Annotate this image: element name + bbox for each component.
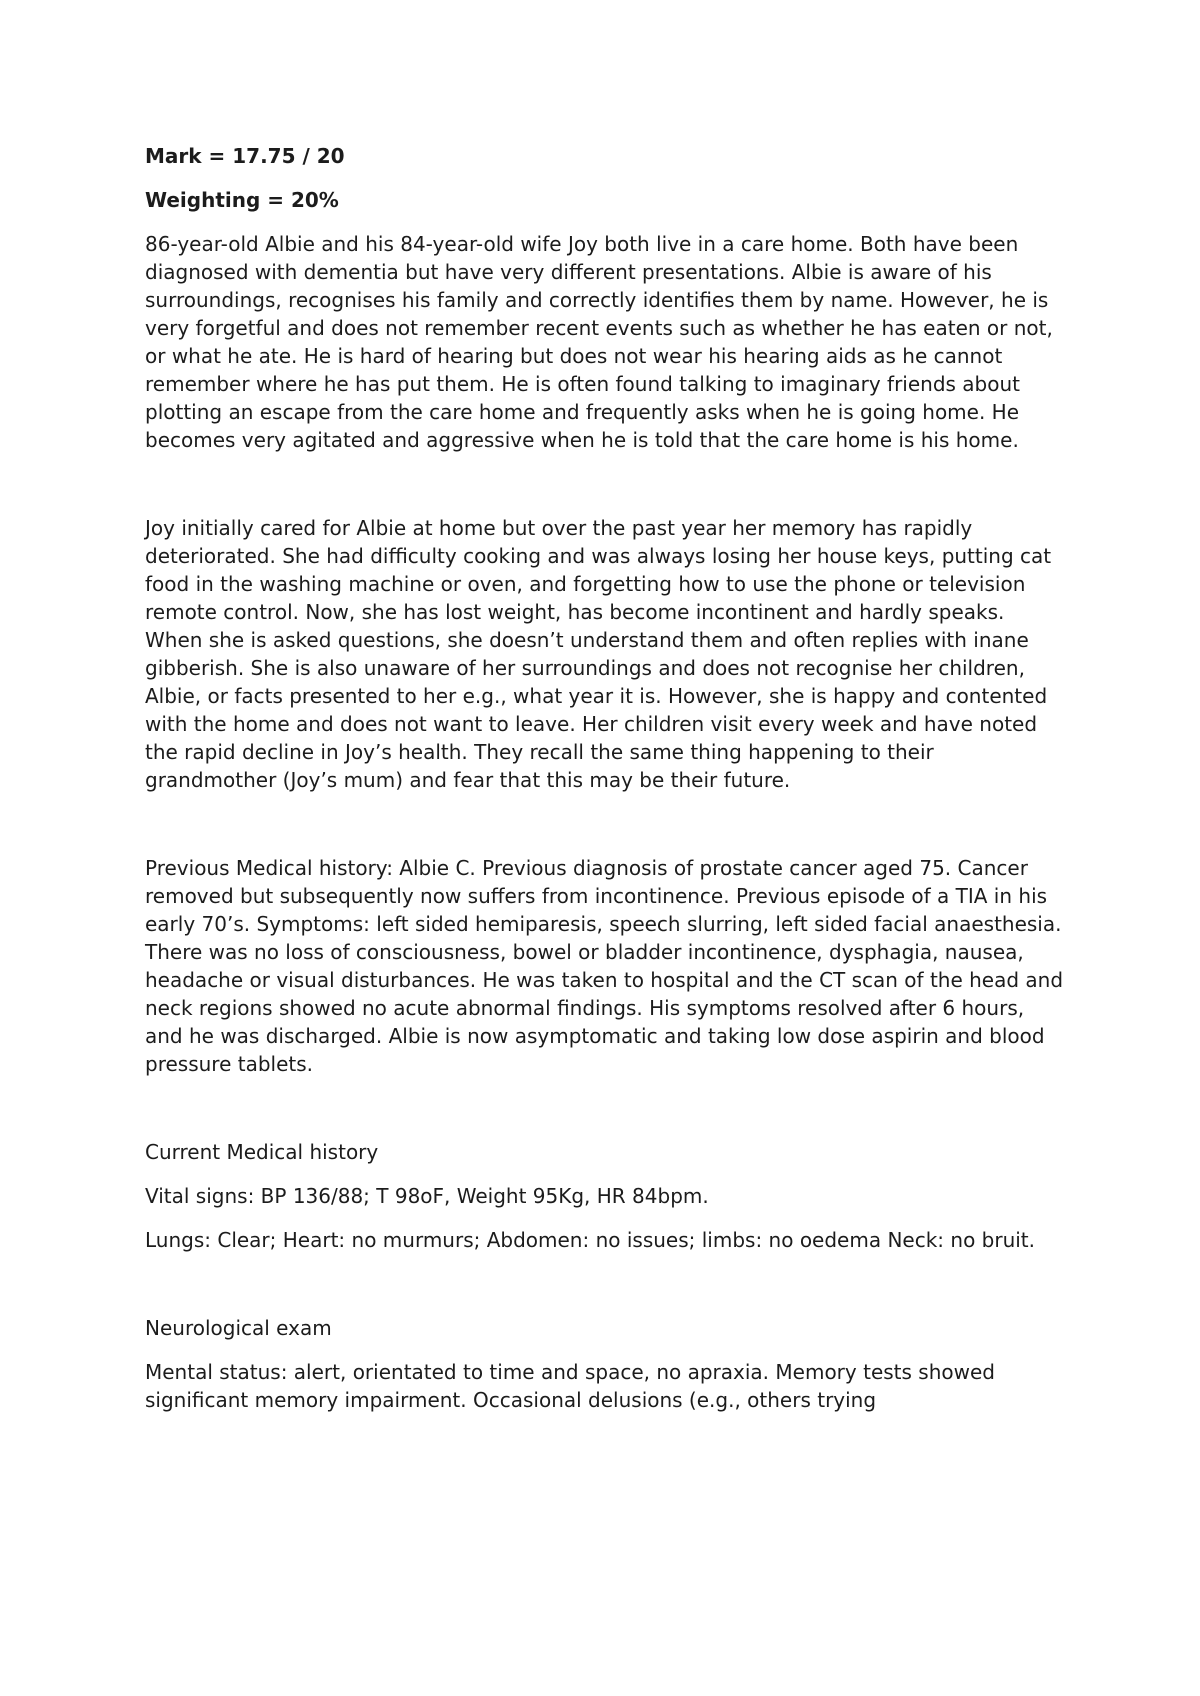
exam-findings: Lungs: Clear; Heart: no murmurs; Abdomen: no issues; limbs: no oedema Neck: no bruit.	[145, 1228, 1036, 1252]
neurological-exam-heading: Neurological exam	[145, 1316, 332, 1340]
mental-status: Mental status: alert, orientated to time and space, no apraxia. Memory tests showed significant memory impairment. Occasional delusions (e.g., others trying	[145, 1360, 995, 1412]
previous-medical-history: Previous Medical history: Albie C. Previous diagnosis of prostate cancer aged 75. Cancer removed but subsequently now suffers from incontinence. Previous episode of a TIA in his early 70’s. Symptoms: left sided hemiparesis, speech slurring, left sided facial anaesthesia. There was no loss of consciousness, bowel or bladder incontinence, dysphagia, nausea, headache or visual disturbances. He was taken to hospital and the CT scan of the head and neck regions showed no acute abnormal findings. His symptoms resolved after 6 hours, and he was discharged. Albie is now asymptomatic and taking low dose aspirin and blood pressure tablets.	[145, 856, 1064, 1076]
current-history-heading: Current Medical history	[145, 1140, 379, 1164]
vital-signs: Vital signs: BP 136/88; T 98oF, Weight 95Kg, HR 84bpm.	[145, 1184, 709, 1208]
mark-line: Mark = 17.75 / 20	[145, 144, 345, 168]
albie-paragraph: 86-year-old Albie and his 84-year-old wife Joy both live in a care home. Both have been diagnosed with dementia but have very different presentations. Albie is aware of his surroundings, recognises his family and correctly identifies them by name. However, he is very forgetful and does not remember recent events such as whether he has eaten or not, or what he ate. He is hard of hearing but does not wear his hearing aids as he cannot remember where he has put them. He is often found talking to imaginary friends about plotting an escape from the care home and frequently asks when he is going home. He becomes very agitated and aggressive when he is told that the care home is his home.	[145, 232, 1053, 452]
joy-paragraph: Joy initially cared for Albie at home but over the past year her memory has rapidly deteriorated. She had difficulty cooking and was always losing her house keys, putting cat food in the washing machine or oven, and forgetting how to use the phone or television remote control. Now, she has lost weight, has become incontinent and hardly speaks. When she is asked questions, she doesn’t understand them and often replies with inane gibberish. She is also unaware of her surroundings and does not recognise her children, Albie, or facts presented to her e.g., what year it is. However, she is happy and contented with the home and does not want to leave. Her children visit every week and have noted the rapid decline in Joy’s health. They recall the same thing happening to their grandmother (Joy’s mum) and fear that this may be their future.	[145, 516, 1052, 792]
weighting-line: Weighting = 20%	[145, 188, 339, 212]
document-body	[145, 142, 1065, 1414]
